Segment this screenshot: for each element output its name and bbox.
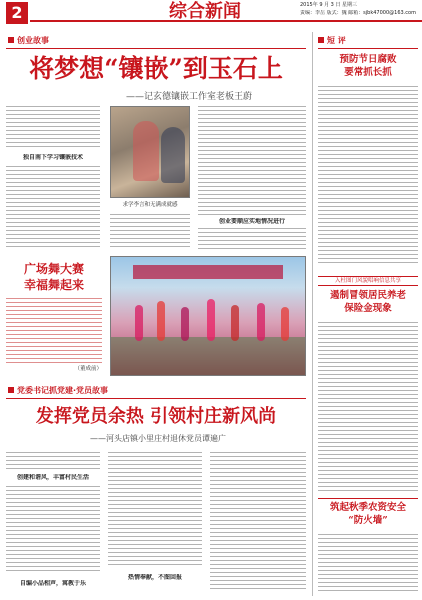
- square-bullet-icon: [8, 387, 14, 393]
- dance-headline-1: 广场舞大赛: [23, 262, 84, 276]
- dance-headline-2: 幸福舞起来: [23, 278, 84, 292]
- photo-figure: [161, 127, 185, 183]
- dance-story: [6, 256, 306, 380]
- commentary-title-1: 预防节日腐败: [339, 54, 397, 65]
- dance-byline: （董成前）: [74, 366, 102, 372]
- dancer-figure: [281, 307, 289, 341]
- news-banner: 入杜图门风貌唱响信息共享: [318, 276, 418, 286]
- main-story-tag-rule: [6, 48, 306, 49]
- main-story-photo: [110, 106, 190, 198]
- party-story-subhead: ——河头店镇小里庄村退休党员谭遍广: [90, 434, 226, 443]
- commentary-text: [318, 86, 418, 266]
- right-column: [318, 34, 418, 596]
- dancer-figure: [157, 301, 165, 341]
- party-section-head-2: 热情奉献，不图回报: [127, 574, 182, 581]
- main-story-text-1: [6, 106, 100, 150]
- date-line: 2015年 9 月 3 日 星期三: [300, 2, 358, 8]
- party-story-text-3: [108, 452, 202, 568]
- main-story-subhead: ——记玄德镶嵌工作室老板王蔚: [126, 92, 253, 102]
- dance-story-text: [6, 298, 102, 364]
- party-story-text-2: [6, 486, 100, 574]
- party-story-tag-rule: [6, 398, 306, 399]
- party-section-head-3: 自编小品相声，寓教于乐: [19, 580, 86, 587]
- party-story-text-1: [6, 452, 100, 470]
- main-story: [6, 34, 306, 252]
- page-number-badge: 2: [6, 2, 28, 24]
- main-story-photo-caption: 求学李言和无满成就感: [122, 202, 178, 208]
- main-story-section-head-1: 独自南下学习镶嵌技术: [22, 154, 83, 161]
- dancer-figure: [135, 305, 143, 341]
- story3-title-1: 筑起秋季农资安全: [329, 502, 406, 513]
- story3-rule: [318, 498, 418, 499]
- commentary-title-2: 要常抓长抓: [344, 67, 392, 78]
- section-title: 综合新闻: [169, 1, 241, 22]
- main-story-text-4: [198, 106, 306, 216]
- square-bullet-icon: [8, 37, 14, 43]
- dance-photo: [110, 256, 306, 376]
- main-story-section-head-2: 创业要顺应实地情况进行: [218, 218, 285, 225]
- main-story-text-2: [6, 166, 100, 250]
- story2-title-2: 保险金现象: [344, 303, 392, 314]
- party-story-headline: 发挥党员余热 引领村庄新风尚: [35, 406, 277, 427]
- commentary-tag-rule: [318, 48, 418, 49]
- dancer-figure: [181, 307, 189, 341]
- story3-title-2: “防火墙”: [348, 515, 388, 526]
- main-story-text-5: [198, 228, 306, 250]
- main-story-tag: 创业故事: [8, 36, 49, 46]
- party-story-text-4: [210, 452, 306, 592]
- column-divider: [312, 32, 313, 596]
- party-story: [6, 384, 306, 596]
- dancer-figure: [257, 303, 265, 341]
- story2-text: [318, 322, 418, 492]
- dancer-figure: [207, 299, 215, 341]
- dance-banner: [133, 265, 283, 279]
- square-bullet-icon: [318, 37, 324, 43]
- masthead: [0, 0, 422, 30]
- party-story-tag: 党委书记抓党建·党员故事: [8, 386, 108, 396]
- main-story-headline: 将梦想“镶嵌”到玉石上: [29, 54, 283, 83]
- dancer-figure: [231, 305, 239, 341]
- story3-text: [318, 534, 418, 592]
- party-section-head-1: 创建和谐风，丰富村民生活: [16, 474, 89, 481]
- main-story-text-3: [110, 214, 190, 250]
- dance-stage: [111, 337, 305, 375]
- commentary-tag: 短 评: [318, 36, 346, 46]
- story2-title-1: 遏制冒领居民养老: [329, 290, 406, 301]
- photo-figure: [133, 121, 159, 181]
- editor-line: 责编：李岳 版式：魏 邮箱：sjbk47000@163.com: [300, 10, 416, 16]
